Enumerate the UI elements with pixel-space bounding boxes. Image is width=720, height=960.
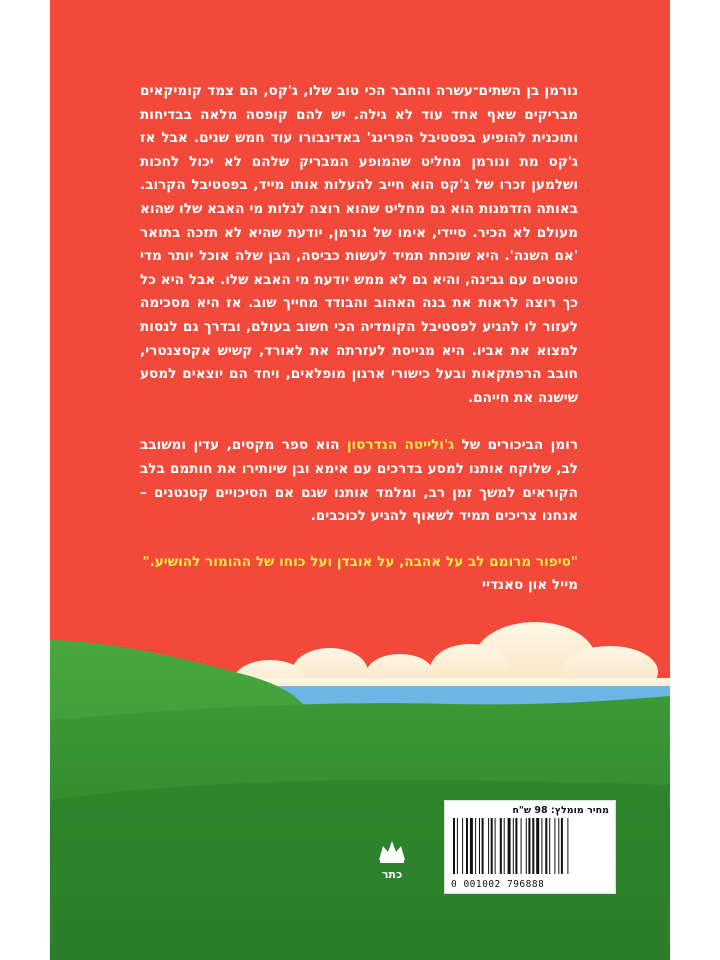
blurb-paragraph-2-end: הוא ספר מקסים, עדין ומשובב לב, שלוקח אותנו למסע בדרכים עם אימא ובן שיותירו את חותמם בלב הקוראים למשך זמן רב, ומלמד אותנו שגם אם הסיכויים קטנטנים – אנחנו צריכים תמיד לשאוף להגיע לכוכבים. — [140, 437, 578, 525]
barcode-icon — [453, 818, 607, 874]
landscape-illustration — [50, 600, 670, 960]
review-quote: "סיפור מרומם לב על אהבה, על אובדן ועל כוחו של ההומור להושיע." — [142, 553, 578, 570]
barcode-panel — [444, 800, 616, 894]
review-quote-block — [140, 551, 578, 598]
blurb-paragraph-2 — [140, 434, 578, 528]
price-label: מחיר מומלץ: 98 ש"ח — [512, 805, 609, 816]
blurb-paragraph-2-start: רומן הביכורים של — [454, 437, 579, 454]
review-source: מייל און סאנדיי — [481, 577, 578, 594]
blurb-paragraph-1: נורמן בן השתים־עשרה והחבר הכי טוב שלו, ג'קס, הם צמד קומיקאים מבריקים שאף אחד עוד לא גילה. יש להם קופסה מלאה בבדיחות ותוכנית להופיע בפסטיבל הפרינג' באדינבורו עוד חמש שנים. אבל אז ג'קס מת ונורמן מחליט שהמופע המבריק שלהם לא יכול לחכות ושלמען זכרו של ג'קס הוא חייב להעלות אותו מייד, בפסטיבל הקרוב. באותה הזדמנות הוא גם מחליט שהוא רוצה לגלות מי האבא שלו שהוא מעולם לא הכיר. סיידי, אימו של נורמן, יודעת שהיא לא תזכה בתואר 'אם השנה'. היא שוכחת תמיד לעשות כביסה, הבן שלה אוכל יותר מדי טוסטים עם גבינה, והיא גם לא ממש יודעת מי האבא שלו. אבל היא כל כך רוצה לראות את בנה האהוב והבודד מחייך שוב. אז היא מסכימה לעזור לו להגיע לפסטיבל הקומדיה הכי חשוב בעולם, ובדרך גם לנסות למצוא את אביו. היא מגייסת לעזרתה את לאורד, קשיש אקסצנטרי, חובב הרפתקאות ובעל כישורי ארגון מופלאים, ויחד הם יוצאים למסע שישנה את חייהם. — [140, 83, 578, 406]
blurb-text-block — [140, 80, 578, 598]
author-name: ג'ולייטה הנדרסון — [346, 437, 455, 454]
publisher-name: כתר — [381, 868, 403, 881]
isbn-number: 0 001002 796888 — [451, 879, 545, 890]
publisher-logo — [372, 838, 412, 890]
crown-icon — [377, 838, 407, 864]
back-cover — [50, 0, 670, 960]
